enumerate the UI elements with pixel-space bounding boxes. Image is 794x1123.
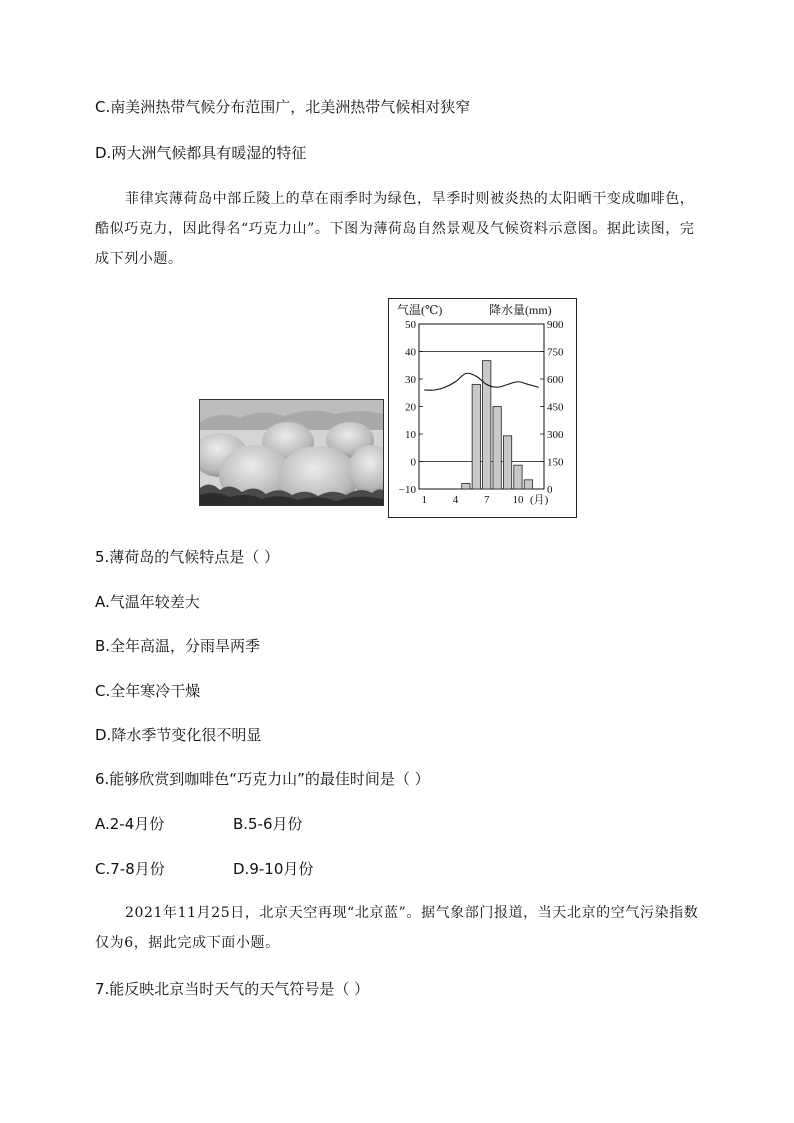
q5-option-c: C.全年寒冷干燥: [95, 682, 201, 700]
precip-tick-label: 150: [547, 456, 564, 469]
precip-tick-label: 900: [547, 319, 564, 331]
q6-stem: 6.能够欣赏到咖啡色“巧克力山”的最佳时间是（ ）: [95, 770, 430, 788]
precip-bar-m9: [503, 436, 511, 489]
chocolate-hills-photo: [199, 399, 384, 506]
q5-option-a: A.气温年较差大: [95, 593, 200, 611]
precip-tick-label: 300: [547, 429, 564, 441]
q7-stem: 7.能反映北京当时天气的天气符号是（ ）: [95, 980, 370, 998]
precip-axis-title: 降水量(mm): [489, 303, 552, 317]
precip-tick-label: 750: [547, 346, 564, 359]
plot-frame: [419, 324, 544, 489]
passage-beijing-blue: 2021年11月25日，北京天空再现“北京蓝”。据气象部门报道，当天北京的空气污染指数仅为6，据此完成下面小题。: [95, 905, 699, 951]
option-c-prev: C.南美洲热带气候分布范围广，北美洲热带气候相对狭窄: [95, 98, 471, 116]
precip-tick-label: 600: [547, 374, 564, 386]
temp-tick-label: 30: [405, 374, 416, 386]
q6-option-b: B.5-6月份: [233, 815, 303, 833]
q5-option-d: D.降水季节变化很不明显: [95, 726, 262, 744]
precip-bar-m5: [462, 484, 470, 490]
climate-chart: [388, 298, 577, 518]
precip-bar-m7: [483, 361, 491, 489]
passage-chocolate-hills: 菲律宾薄荷岛中部丘陵上的草在雨季时为绿色，旱季时则被炎热的太阳晒干变成咖啡色，酷似巧克力，因此得名“巧克力山”。下图为薄荷岛自然景观及气候资料示意图。据此读图，完成下列小题。: [95, 191, 695, 267]
temp-tick-label: −10: [398, 484, 416, 496]
month-unit-label: (月): [529, 494, 549, 506]
q5-stem: 5.薄荷岛的气候特点是（ ）: [95, 548, 280, 566]
q5-option-b: B.全年高温，分雨旱两季: [95, 637, 261, 655]
temperature-line: [424, 373, 539, 390]
temp-tick-label: 0: [410, 456, 416, 469]
temp-tick-label: 10: [405, 429, 416, 441]
precip-bar-m10: [514, 465, 522, 489]
precip-bar-m11: [524, 480, 532, 489]
precip-bar-m8: [493, 407, 501, 490]
temp-tick-label: 20: [405, 401, 416, 414]
month-tick-label: 1: [421, 494, 427, 506]
precip-tick-label: 0: [547, 484, 553, 496]
month-tick-label: 7: [483, 494, 490, 506]
temp-tick-label: 50: [405, 319, 416, 331]
option-d-prev: D.两大洲气候都具有暖湿的特征: [95, 144, 307, 162]
temp-axis-title: 气温(℃): [397, 303, 443, 317]
precip-bar-m6: [472, 385, 480, 490]
q6-option-a: A.2-4月份: [95, 815, 165, 833]
precip-tick-label: 450: [547, 401, 564, 414]
q6-option-d: D.9-10月份: [233, 860, 314, 878]
temp-tick-label: 40: [405, 346, 416, 359]
month-tick-label: 10: [512, 494, 524, 506]
q6-option-c: C.7-8月份: [95, 860, 165, 878]
month-tick-label: 4: [452, 494, 459, 506]
